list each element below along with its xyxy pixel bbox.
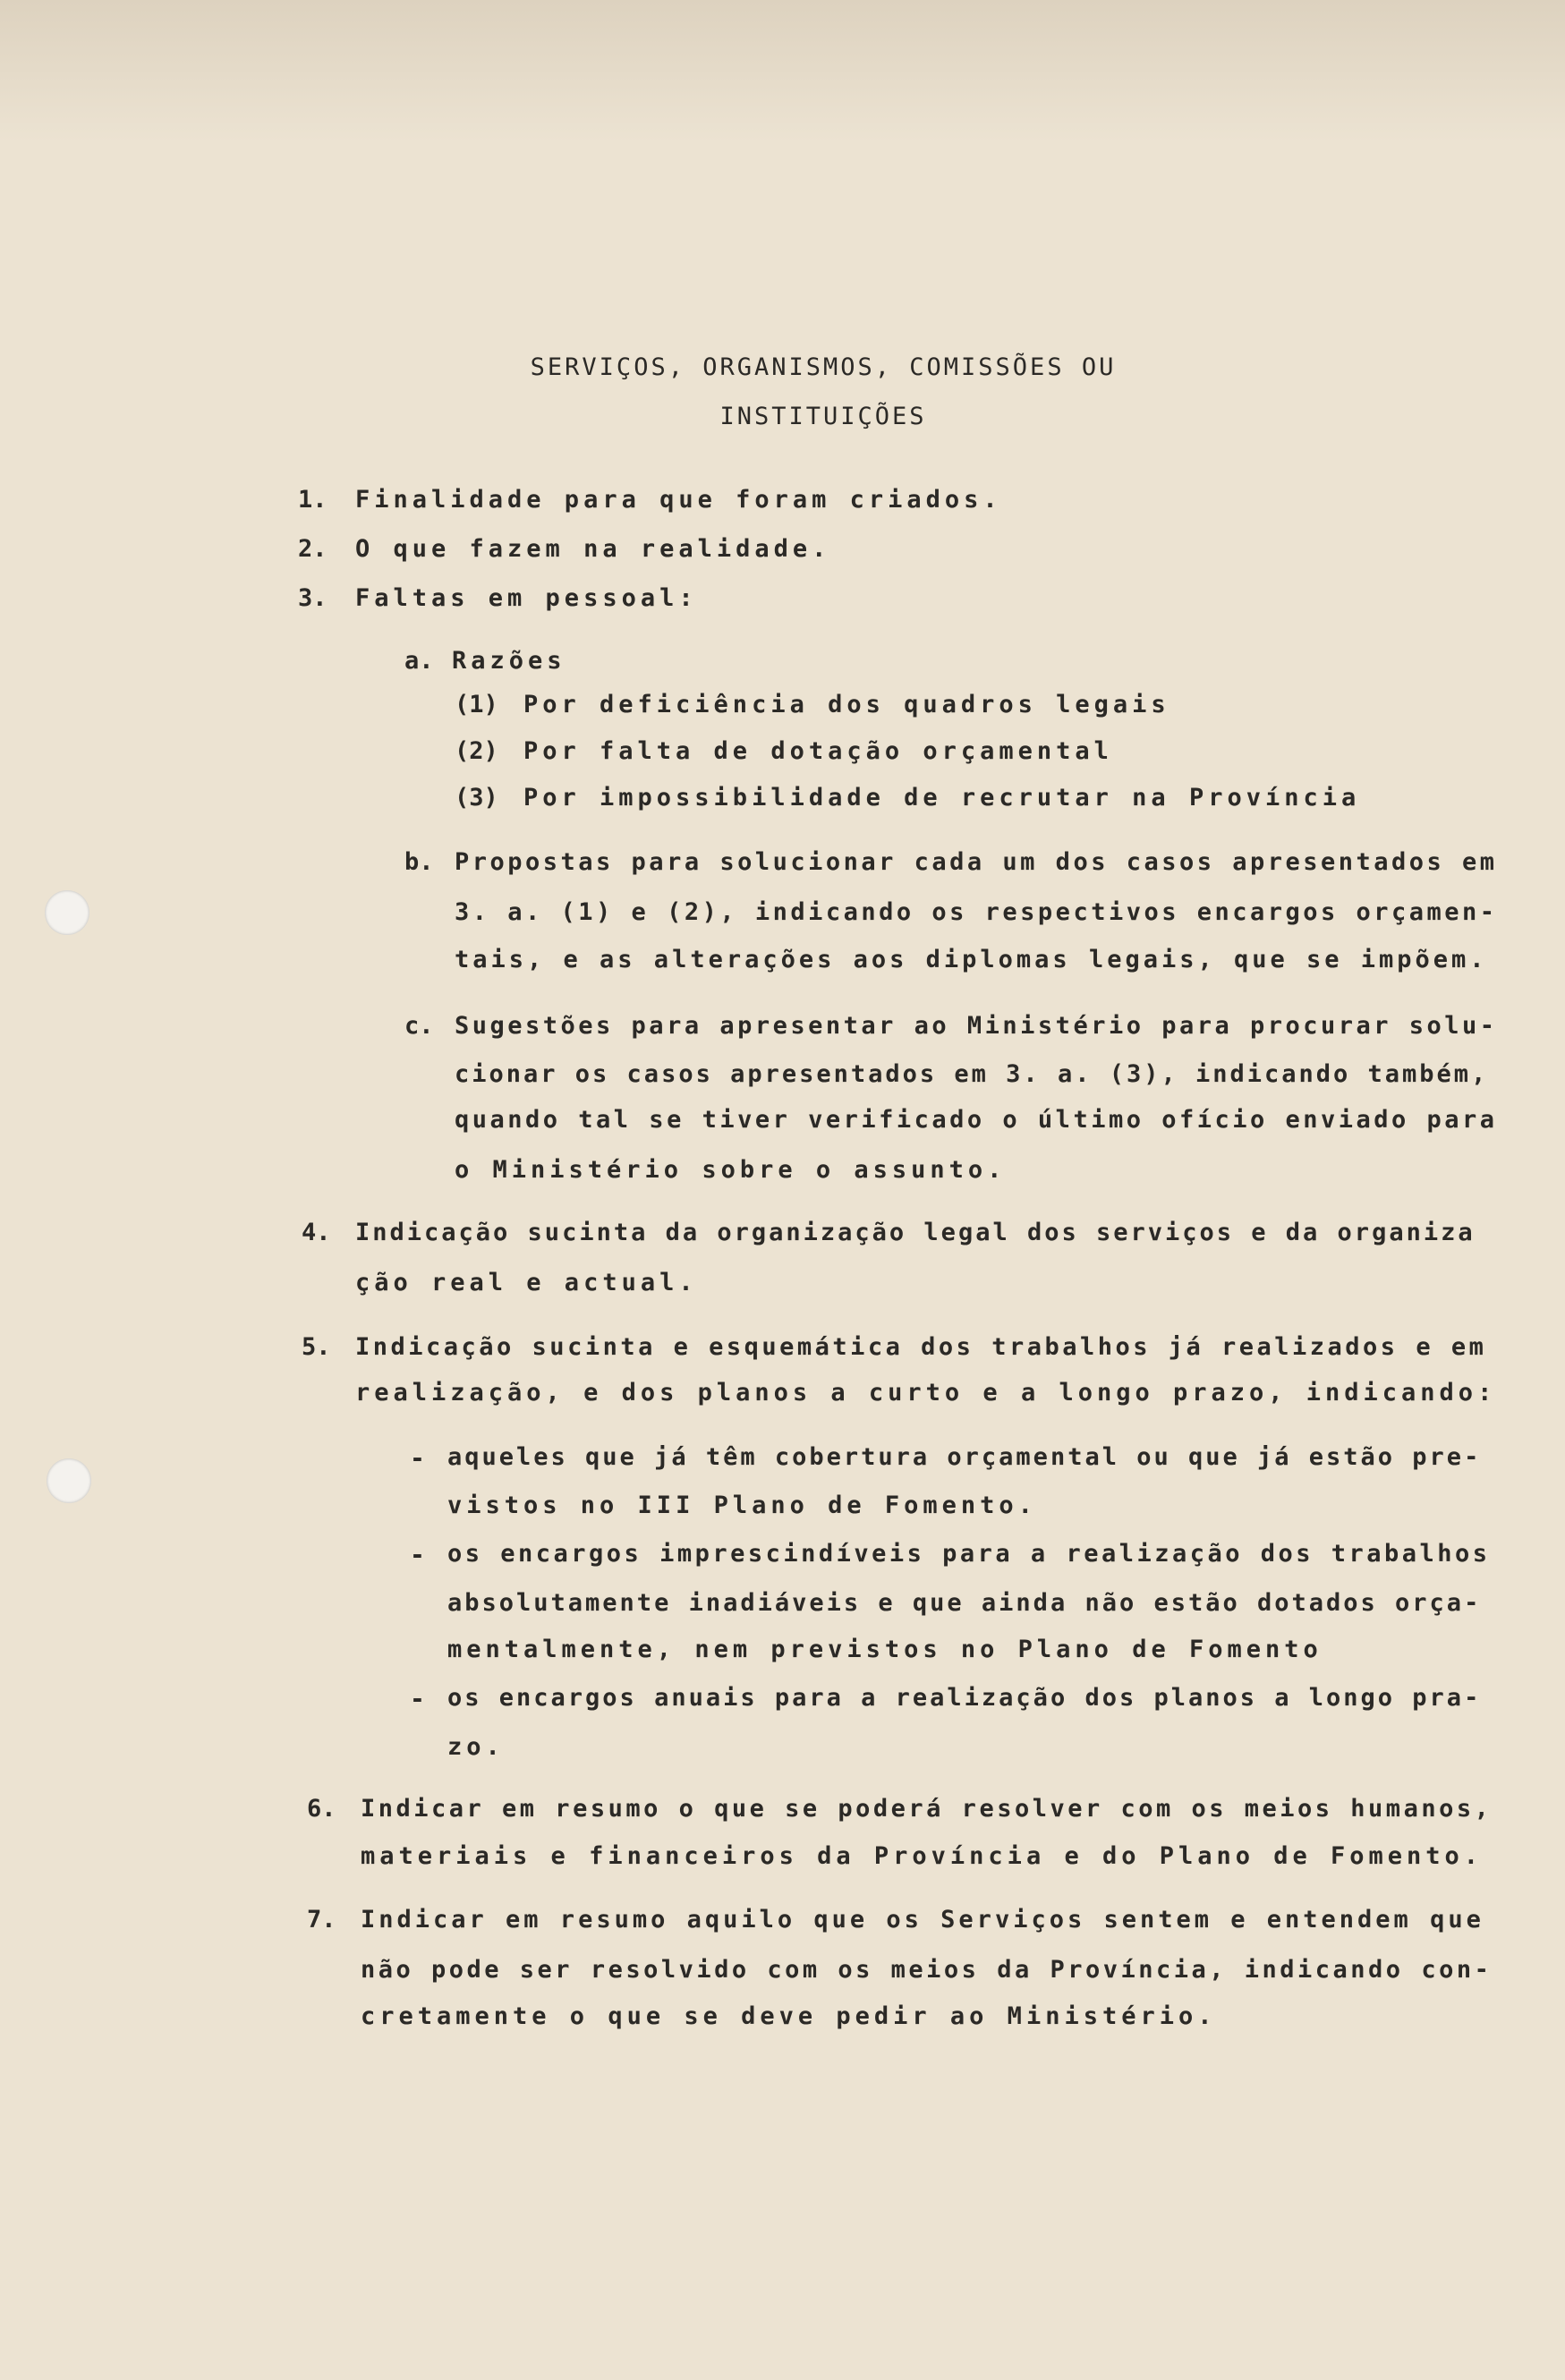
- item-7-line-1: Indicar em resumo aquilo que os Serviços sentem e entendem que: [361, 1906, 1484, 1934]
- bullet-2-marker: -: [410, 1540, 425, 1569]
- item-3c-line-2: cionar os casos apresentados em 3. a. (3), indicando também,: [455, 1060, 1489, 1088]
- item-6-line-1: Indicar em resumo o que se poderá resolver com os meios humanos,: [361, 1795, 1493, 1823]
- item-7-line-2: não pode ser resolvido com os meios da Província, indicando con-: [361, 1956, 1493, 1984]
- reason-3-marker: (3): [455, 784, 498, 812]
- bullet-1-line-1: aqueles que já têm cobertura orçamental ou que já estão pre-: [447, 1443, 1482, 1471]
- bullet-2-line-3: mentalmente, nem previstos no Plano de Fomento: [447, 1636, 1323, 1663]
- reason-2-marker: (2): [455, 737, 498, 765]
- item-5-line-1: Indicação sucinta e esquemática dos trabalhos já realizados e em: [355, 1333, 1487, 1361]
- bullet-3-marker: -: [410, 1684, 425, 1713]
- item-3b-marker: b.: [404, 848, 434, 876]
- item-3b-line-2: 3. a. (1) e (2), indicando os respectivos encargos orçamen-: [455, 898, 1498, 926]
- bullet-2-line-1: os encargos imprescindíveis para a realização dos trabalhos: [447, 1540, 1491, 1568]
- bullet-3-line-2: zo.: [447, 1733, 505, 1761]
- item-1-text: Finalidade para que foram criados.: [355, 486, 1002, 514]
- item-2-text: O que fazem na realidade.: [355, 535, 831, 563]
- bullet-3-line-1: os encargos anuais para a realização dos planos a longo pra-: [447, 1684, 1482, 1712]
- item-2-marker: 2.: [298, 535, 327, 563]
- bullet-1-marker: -: [410, 1443, 425, 1473]
- item-3a-text: Razões: [452, 647, 566, 675]
- item-3c-line-3: quando tal se tiver verificado o último ofício enviado para: [455, 1106, 1498, 1134]
- title-line-1: SERVIÇOS, ORGANISMOS, COMISSÕES OU: [530, 353, 1117, 381]
- item-3b-line-1: Propostas para solucionar cada um dos casos apresentados em: [455, 848, 1498, 876]
- item-6-marker: 6.: [307, 1795, 336, 1823]
- item-5-line-2: realização, e dos planos a curto e a longo prazo, indicando:: [355, 1379, 1497, 1407]
- item-3a-marker: a.: [404, 647, 434, 675]
- bullet-1-line-2: vistos no III Plano de Fomento.: [447, 1492, 1037, 1519]
- punch-hole-top: [45, 890, 89, 935]
- item-7-line-3: cretamente o que se deve pedir ao Ministério.: [361, 2002, 1217, 2030]
- item-4-marker: 4.: [302, 1219, 331, 1246]
- item-5-marker: 5.: [302, 1333, 331, 1361]
- item-7-marker: 7.: [307, 1906, 336, 1934]
- item-1-marker: 1.: [298, 486, 327, 514]
- punch-hole-bottom: [47, 1458, 91, 1503]
- bullet-2-line-2: absolutamente inadiáveis e que ainda não estão dotados orça-: [447, 1589, 1482, 1617]
- item-4-line-2: ção real e actual.: [355, 1269, 698, 1296]
- reason-1-text: Por deficiência dos quadros legais: [523, 691, 1170, 718]
- item-4-line-1: Indicação sucinta da organização legal dos serviços e da organiza: [355, 1219, 1476, 1246]
- reason-1-marker: (1): [455, 691, 498, 718]
- item-6-line-2: materiais e financeiros da Província e do Plano de Fomento.: [361, 1842, 1484, 1870]
- reason-3-text: Por impossibilidade de recrutar na Província: [523, 784, 1361, 812]
- item-3b-line-3: tais, e as alterações aos diplomas legais, que se impõem.: [455, 946, 1488, 973]
- paper-stain: [0, 0, 1565, 143]
- item-3-text: Faltas em pessoal:: [355, 584, 698, 612]
- reason-2-text: Por falta de dotação orçamental: [523, 737, 1113, 765]
- item-3c-marker: c.: [404, 1012, 434, 1040]
- item-3-marker: 3.: [298, 584, 327, 612]
- item-3c-line-1: Sugestões para apresentar ao Ministério para procurar solu-: [455, 1012, 1498, 1040]
- item-3c-line-4: o Ministério sobre o assunto.: [455, 1156, 1007, 1184]
- title-line-2: INSTITUIÇÕES: [719, 403, 927, 430]
